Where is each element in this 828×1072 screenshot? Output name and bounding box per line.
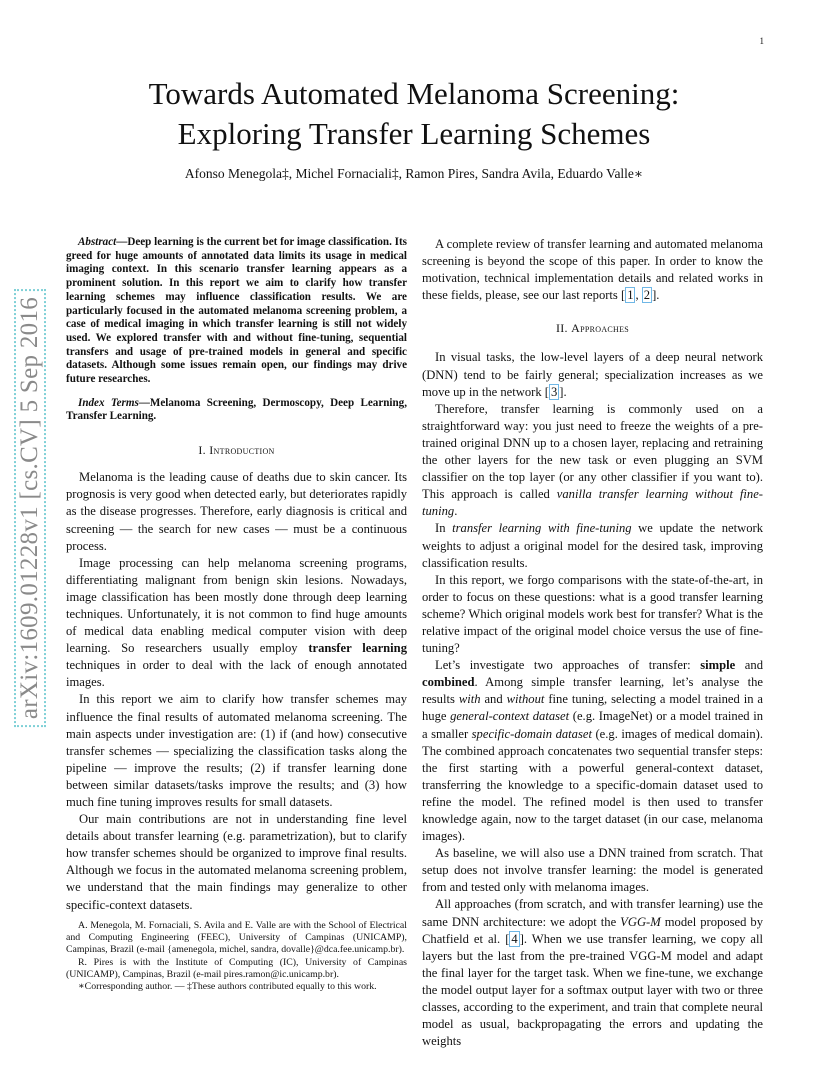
review-paragraph-text: A complete review of transfer learning and automated melanoma screening is beyond the scope of this paper. In order to know the motivation, technical implementation details and related works in these fields, please, see our last reports [ [422, 237, 763, 303]
approaches-paragraph-1: In visual tasks, the low-level layers of a deep neural network (DNN) tend to be fairly general; specialization increases as we move up in the network [ 3 ]. [422, 350, 763, 399]
intro-paragraph-2-tail: techniques in order to deal with the lack of enough annotated images. [66, 658, 407, 690]
approaches-p1-text: In visual tasks, the low-level layers of a deep neural network (DNN) tend to be fairly general; specialization increases as we move up in the network [ [422, 350, 763, 399]
author-list: Afonso Menegola‡, Michel Fornaciali‡, Ramon Pires, Sandra Avila, Eduardo Valle∗ [184, 166, 644, 181]
intro-paragraph-3: In this report we aim to clarify how transfer schemes may influence the final results of automated melanoma screening. The main aspects under investigation are: (1) if (and how) consecutive transfer schemes — specializing the classification tasks along the pipeline — improve the results; (2) if transfer learning done between similar datasets/tasks improve the results; and (3) how much fine tuning improves results for small datasets. [66, 692, 407, 810]
review-paragraph: A complete review of transfer learning and automated melanoma screening is beyond the scope of this paper. In order to know the motivation, technical implementation details and related works in these fields, please, see our last reports [ 1 , 2 ]. [422, 237, 763, 303]
p5-k: (e.g. ImageNet) or a model trained in a smaller [422, 709, 763, 741]
intro-paragraph-2 [66, 555, 407, 692]
index-terms-label: Index Terms [78, 396, 139, 409]
p7-d: ]. When we use transfer learning, we copy all layers but the last from the pre-trained VGG-M model and adapt the final layer for the target task. When we fine-tune, we exchange the model output layer for a softmax output layer with two or three classes, according to the experiment, and train that complete neural model as usual, backpropagating the errors and updating the weights [422, 931, 763, 1049]
intro-paragraph-1: Melanoma is the leading cause of deaths due to skin cancer. Its prognosis is very good when detected early, but deteriorates rapidly as the disease progresses. Therefore, early diagnosis is critical and screening — the search for new cases — must be a continuous process. [66, 470, 407, 553]
approaches-p2-text: Therefore, transfer learning is commonly used on a straightforward way: you just need to freeze the weights of a pre-trained original DNN up to a chosen layer, replacing and retraining the other layers for the new task or even plugging an SVM classifier on the top layer (or any other classifier if you want to). This approach is called [422, 401, 763, 502]
citation-link-3[interactable]: 3 [550, 384, 558, 399]
p5-m: (e.g. images of medical domain). The combined approach concatenates two sequential transfer steps: the first starting with a powerful general-context dataset, transferring the knowledge to a specific-domain dataset used to refine the model. The refined model is then used to transfer knowledge again, now to the target dataset (in our case, melanoma images). [422, 726, 763, 844]
approaches-paragraph-3 [422, 520, 763, 571]
p5-a: Let’s investigate two approaches of transfer: [435, 658, 701, 673]
page-number: 1 [759, 36, 764, 46]
without-term: without [506, 692, 545, 707]
section-heading-introduction [66, 442, 407, 459]
fine-tuning-term: transfer learning with fine-tuning [452, 521, 632, 536]
footnote-affiliation-2: R. Pires is with the Institute of Computing (IC), University of Campinas (UNICAMP), Campinas, Brazil (e-mail pires.ramon@ic.unicamp.br). [66, 956, 407, 980]
section-2-numeral: II. [555, 321, 572, 336]
approaches-paragraph-2: Therefore, transfer learning is commonly used on a straightforward way: you just need to freeze the weights of a pre-trained original DNN up to a chosen layer, replacing and retraining the other layers for the new task or even plugging an SVM classifier on the top layer (or any other classifier if you want to). This approach is called vanilla transfer learning without fine-tuning. [422, 401, 763, 519]
p5-g: and [480, 692, 507, 707]
section-1-title: Introduction [209, 443, 275, 458]
approaches-paragraph-7 [422, 896, 763, 1050]
p5-i: fine tuning, selecting a model trained in a huge [422, 692, 764, 724]
citation-link-1[interactable]: 1 [627, 288, 634, 303]
intro-paragraph-2-text: Image processing can help melanoma screening programs, differentiating malignant from benign skin lesions. Nowadays, image classification has been mostly done through deep learning techniques. Unfortunately, it is not common to find huge amounts of medical data enabling medical computer vision with deep learning. So researchers usually employ [66, 555, 407, 656]
left-column [66, 236, 407, 914]
abstract-label: Abstract [78, 236, 117, 248]
with-term: with [458, 692, 481, 707]
approaches-paragraph-4: In this report, we forgo comparisons with the state-of-the-art, in order to focus on these questions: what is a good transfer learning scheme? Which original models work best for transfer? What is the relative impact of the original model choice versus the use of fine-tuning? [422, 572, 763, 656]
approaches-p3-end: we update the network weights to adjust a original model for the desired task, improving classification results. [422, 521, 763, 570]
section-1-numeral: I. [198, 443, 210, 458]
p7-c: model proposed by Chatfield et al. [ [422, 914, 764, 946]
intro-paragraph-4: Our main contributions are not in understanding fine level details about transfer learning (e.g. parametrization), but to clarify how transfer schemes should be organized to improve final results. Although we focus in the automated melanoma screening problem, we understand that the main findings may generalize to other specific-context datasets. [66, 812, 407, 912]
citation-link-4[interactable]: 4 [511, 931, 518, 946]
vgg-m-term: VGG-M [620, 914, 661, 929]
combined-term: combined [422, 675, 475, 690]
footnotes [66, 920, 407, 993]
index-terms [66, 397, 407, 424]
vanilla-transfer-term: vanilla transfer learning without fine-tuning [422, 487, 763, 519]
abstract-text: —Deep learning is the current bet for image classification. Its greed for huge amounts of annotated data limits its usage in medical imaging context. In this scenario transfer learning appears as a prominent solution. In this report we aim to clarify how transfer learning schemes may influence classification results. We are particularly focused in the automated melanoma screening problem, a case of medical imaging in which transfer learning is still not widely used. We explored transfer with and without fine-tuning, sequential transfers and usage of pre-trained models in general and specific datasets. Although some issues remain open, our findings may drive future researches. [66, 236, 407, 386]
title-line-1: Towards Automated Melanoma Screening: [148, 76, 680, 111]
section-heading-approaches [422, 320, 763, 337]
title-line-2: Exploring Transfer Learning Schemes [177, 116, 651, 151]
arxiv-identifier: arXiv:1609.01228v1 [cs.CV] 5 Sep 2016 [14, 289, 46, 727]
abstract [66, 236, 407, 387]
p5-c: and [735, 658, 763, 673]
general-context-term: general-context dataset [450, 709, 570, 724]
p5-e: . Among simple transfer learning, let’s analyse the results [422, 675, 763, 707]
right-column [422, 236, 763, 1050]
simple-term: simple [700, 658, 736, 673]
approaches-p3-start: In [435, 521, 453, 536]
index-terms-text: —Melanoma Screening, Dermoscopy, Deep Learning, Transfer Learning. [66, 396, 407, 423]
footnote-corresponding: ∗Corresponding author. — ‡These authors contributed equally to this work. [78, 981, 377, 993]
section-2-title: Approaches [571, 321, 630, 336]
approaches-paragraph-6: As baseline, we will also use a DNN trained from scratch. That setup does not involve transfer learning: the model is generated from and tested only with melanoma images. [422, 846, 763, 895]
intro-transfer-learning-term: transfer learning [308, 641, 407, 656]
specific-domain-term: specific-domain dataset [471, 726, 592, 741]
p7-a: All approaches (from scratch, and with transfer learning) use the same DNN architecture: we adopt the [422, 897, 763, 929]
arxiv-sidebar-stamp[interactable] [6, 258, 54, 758]
citation-link-2[interactable]: 2 [643, 288, 651, 303]
approaches-paragraph-5 [422, 657, 763, 845]
footnote-affiliation-1: A. Menegola, M. Fornaciali, S. Avila and E. Valle are with the School of Electrical and Computing Engineering (FEEC), University of Campinas (UNICAMP), Campinas, Brazil (e-mail {amenegola, michel, sandra, dovalle}@dca.fee.unicamp.br). [66, 920, 407, 956]
paper-title [60, 74, 768, 154]
